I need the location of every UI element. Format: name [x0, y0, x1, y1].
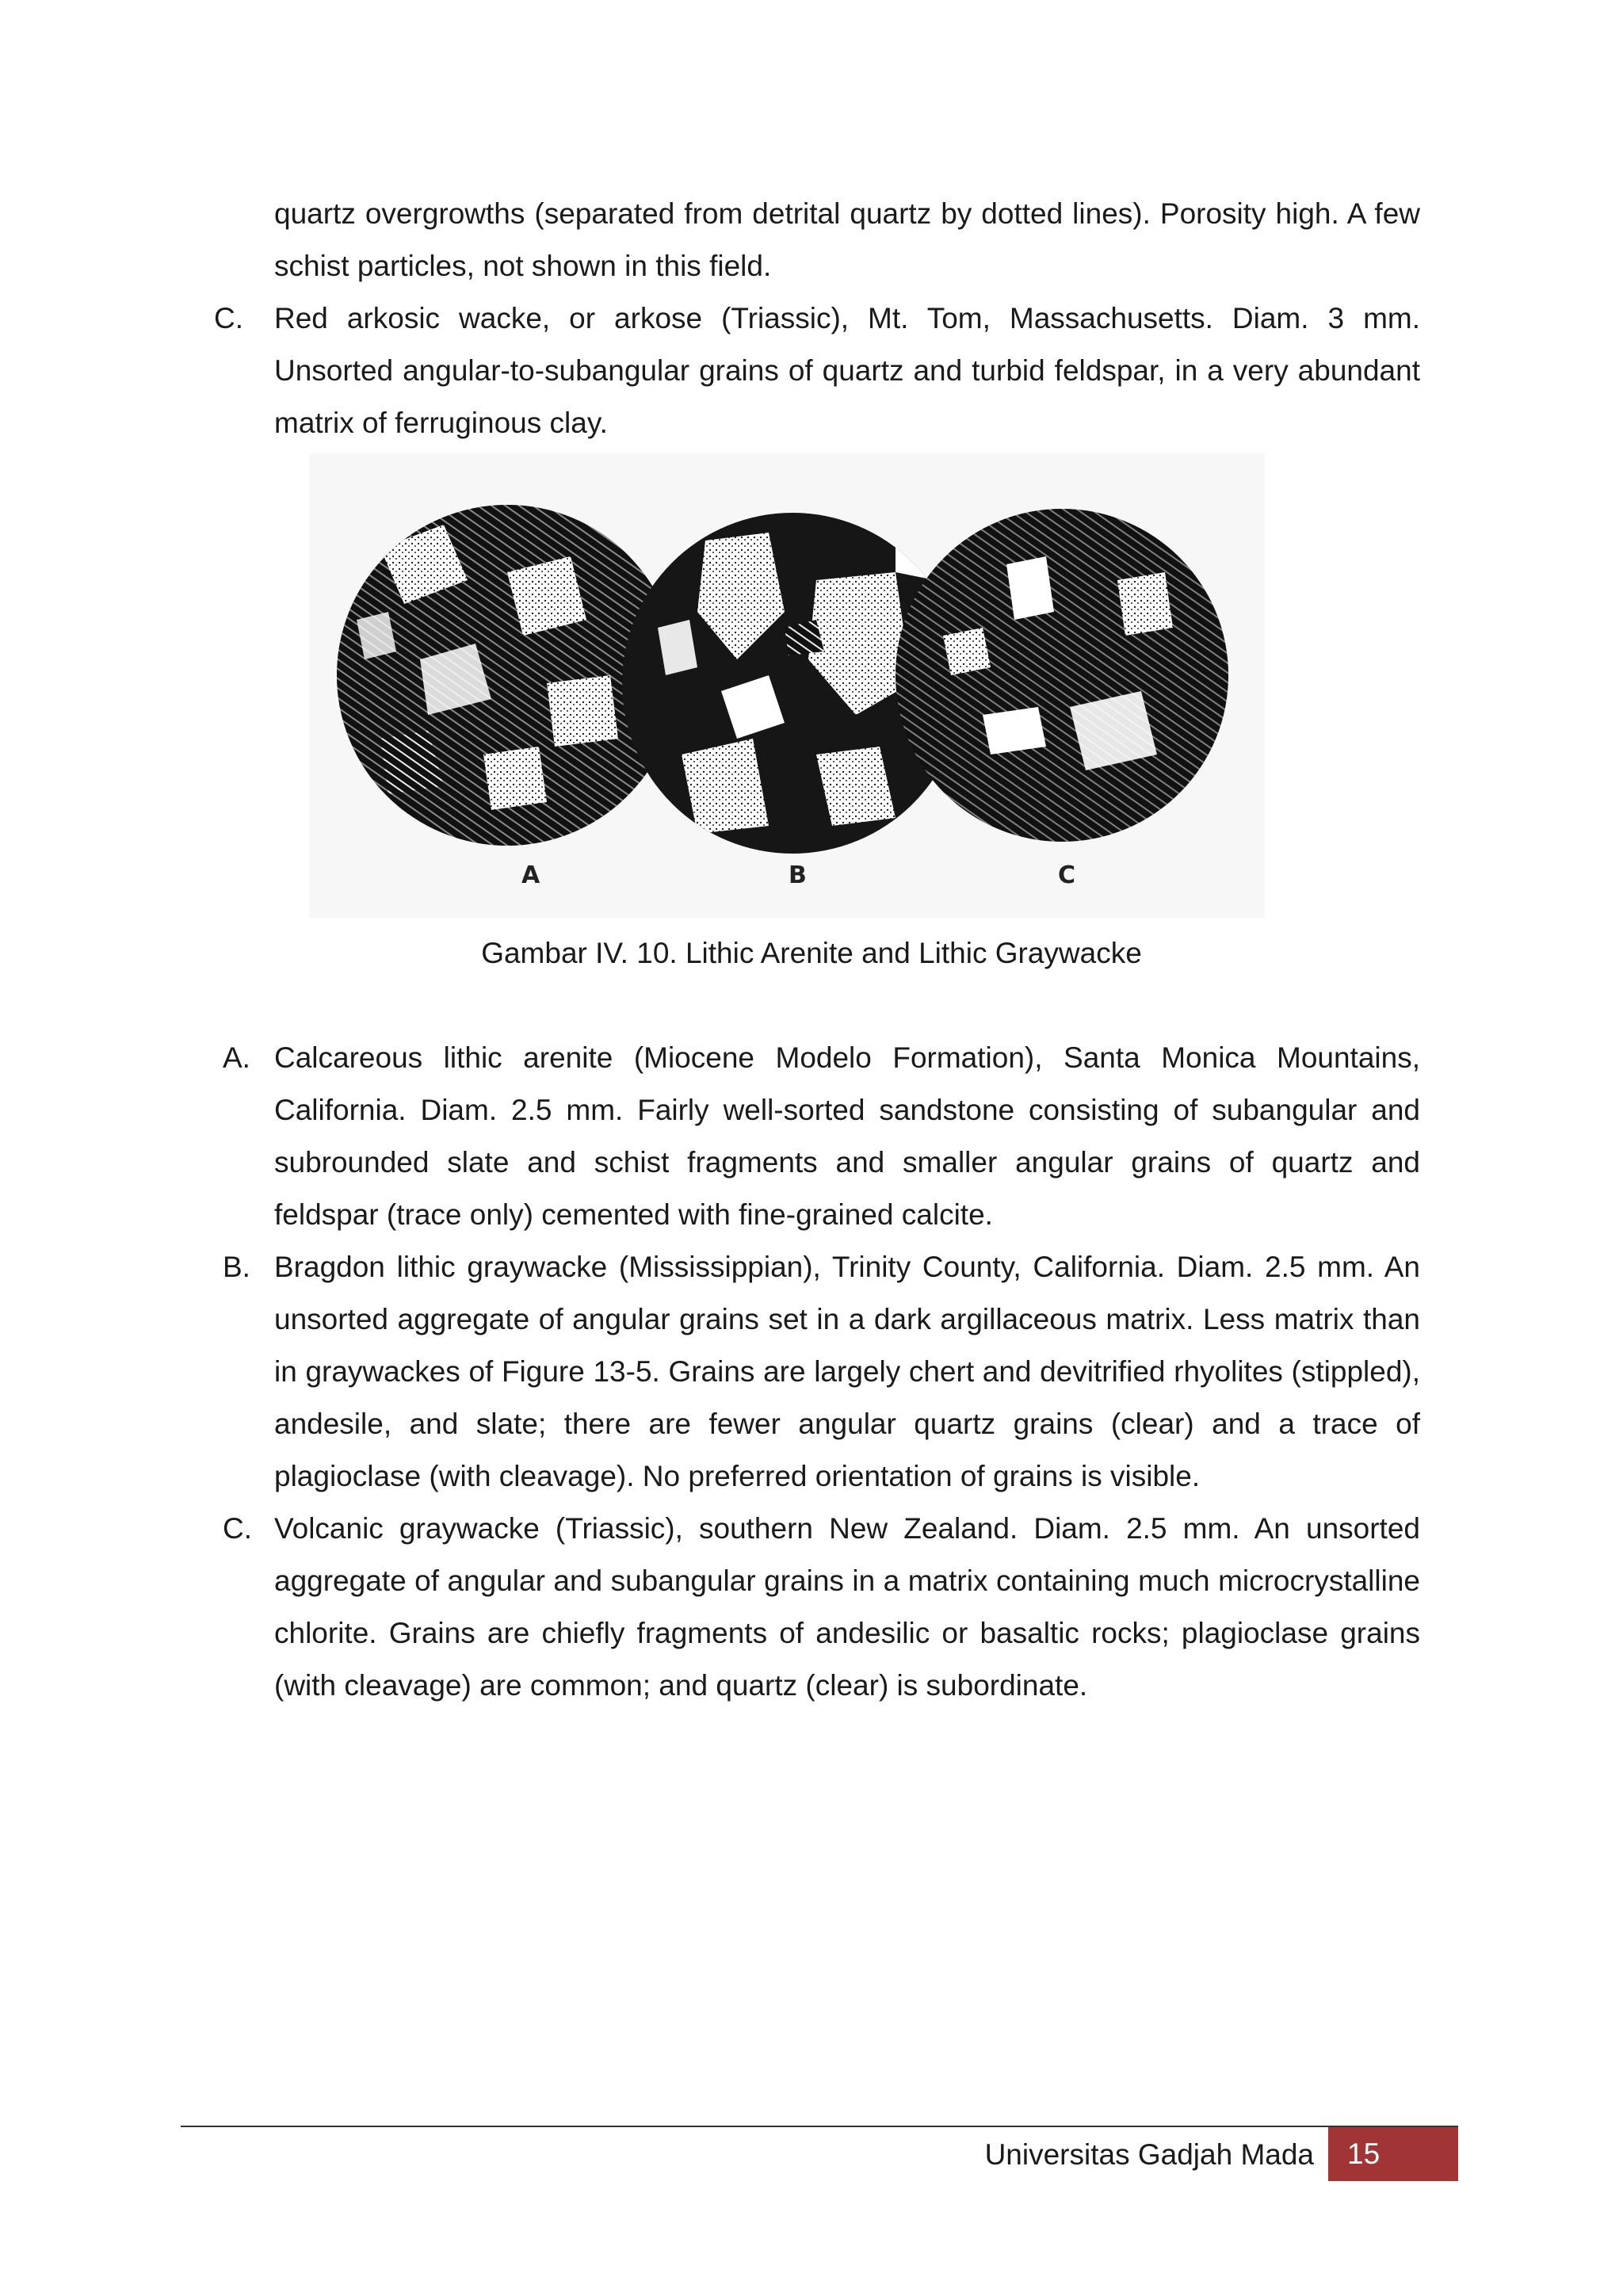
list-item	[223, 1503, 1420, 1712]
panel-label-b: B	[789, 861, 807, 889]
list-item-label: C.	[214, 302, 243, 334]
continuation-paragraph	[274, 188, 1420, 292]
page-number-badge: 15	[1328, 2127, 1458, 2181]
panel-label-a: A	[521, 861, 540, 889]
panel-label-c: C	[1058, 861, 1076, 889]
list-item-text: Volcanic graywacke (Triassic), southern New Zealand. Diam. 2.5 mm. An unsorted aggregate of angular and subangular grains in a matrix containing much microcrystalline chlorite. Grains are chiefly fragments of andesilic or basaltic rocks; plagioclase grains (with cleavage) are common; and quartz (clear) is subordinate.	[274, 1512, 1420, 1702]
list-item-text: Bragdon lithic graywacke (Mississippian), Trinity County, California. Diam. 2.5 mm. An unsorted aggregate of angular grains set in a dark argillaceous matrix. Less matrix than in graywackes of Figure 13-5. Grains are largely chert and devitrified rhyolites (stippled), andesile, and slate; there are fewer angular quartz grains (clear) and a trace of plagioclase (with cleavage). No preferred orientation of grains is visible.	[274, 1251, 1420, 1492]
continuation-text: quartz overgrowths (separated from detrital quartz by dotted lines). Porosity high. A few schist particles, not shown in this field.	[274, 197, 1420, 282]
list-item	[223, 1241, 1420, 1503]
figure-caption: Gambar IV. 10. Lithic Arenite and Lithic Graywacke	[481, 937, 1142, 969]
thin-section-illustration	[309, 453, 1265, 918]
top-description-list	[214, 292, 1420, 449]
list-item-label: A.	[223, 1041, 250, 1074]
panel-c-circle	[896, 509, 1228, 842]
list-item-label: B.	[223, 1251, 250, 1283]
list-item	[214, 292, 1420, 449]
thin-section-figure	[309, 453, 1265, 918]
list-item-text: Red arkosic wacke, or arkose (Triassic), Mt. Tom, Massachusetts. Diam. 3 mm. Unsorted angular-to-subangular grains of quartz and turbid feldspar, in a very abundant matrix of ferruginous clay.	[274, 302, 1420, 439]
bottom-description-list	[223, 1032, 1420, 1712]
footer-divider	[181, 2126, 1458, 2127]
list-item-text: Calcareous lithic arenite (Miocene Modelo Formation), Santa Monica Mountains, California. Diam. 2.5 mm. Fairly well-sorted sandstone consisting of subangular and subrounded slate and schist fragments and smaller angular grains of quartz and feldspar (trace only) cemented with fine-grained calcite.	[274, 1041, 1420, 1231]
list-item	[223, 1032, 1420, 1241]
footer-institution: Universitas Gadjah Mada	[984, 2138, 1314, 2171]
list-item-label: C.	[223, 1512, 252, 1545]
